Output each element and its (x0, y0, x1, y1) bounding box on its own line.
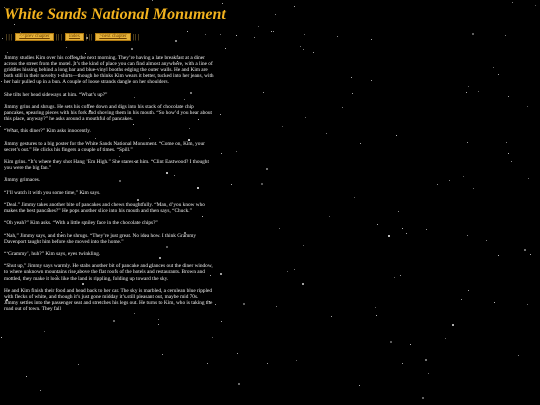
star-decoration (212, 337, 213, 338)
star-decoration (406, 233, 407, 234)
star-decoration (303, 245, 304, 246)
star-decoration (398, 211, 399, 212)
nav-separator: ||| (86, 33, 94, 41)
nav-separator: ||| (55, 33, 63, 41)
star-decoration (422, 397, 424, 399)
star-decoration (468, 290, 469, 291)
star-decoration (279, 228, 280, 229)
star-decoration (276, 306, 277, 307)
star-decoration (400, 275, 401, 276)
star-decoration (388, 235, 390, 237)
star-decoration (243, 303, 245, 305)
star-decoration (377, 224, 378, 225)
star-decoration (267, 363, 268, 364)
star-decoration (236, 35, 237, 36)
star-decoration (287, 271, 288, 272)
story-paragraph: “What, this diner?” Kim asks innocently. (4, 128, 91, 135)
story-text (4, 55, 214, 312)
star-decoration (342, 107, 343, 108)
next-chapter-button[interactable]: >next chapter (95, 33, 130, 41)
star-decoration (26, 376, 27, 377)
star-decoration (371, 80, 372, 81)
page-title: White Sands National Monument (4, 6, 226, 23)
star-decoration (329, 216, 330, 217)
star-decoration (275, 14, 276, 15)
star-decoration (158, 324, 159, 325)
star-decoration (303, 49, 304, 50)
star-decoration (359, 385, 360, 386)
star-decoration (461, 299, 462, 300)
story-paragraph: “Nah,” Jimmy says, and then he shrugs. “They’re just great. No idea how. I think Grammy Davenport taught him before she moved into the home.” (4, 232, 197, 245)
star-decoration (524, 249, 526, 251)
story-paragraph: “I’ll watch it with you some time,” Kim says. (4, 189, 101, 196)
star-decoration (258, 26, 259, 27)
star-decoration (158, 319, 159, 320)
star-decoration (296, 360, 297, 361)
star-decoration (231, 184, 232, 185)
star-decoration (271, 31, 272, 32)
star-decoration (467, 142, 468, 143)
star-decoration (254, 37, 255, 38)
star-decoration (394, 277, 395, 278)
star-decoration (452, 324, 454, 326)
star-decoration (396, 135, 397, 136)
star-decoration (494, 302, 495, 303)
star-decoration (425, 359, 427, 361)
star-decoration (207, 363, 208, 364)
star-decoration (449, 180, 450, 181)
star-decoration (44, 331, 45, 332)
star-decoration (518, 355, 519, 356)
star-decoration (294, 269, 295, 270)
star-decoration (527, 106, 528, 107)
star-decoration (486, 240, 487, 241)
star-decoration (215, 304, 216, 305)
star-decoration (266, 168, 268, 170)
star-decoration (535, 5, 536, 6)
star-decoration (273, 31, 274, 32)
star-decoration (237, 353, 238, 354)
story-paragraph: “Shut up,” Jimmy says warmly. He stabs another bit of pancake and glances out the diner window, to where unknown mountains rise above the flat roofs of the hotels and restaurants. Brown and mottled, they make it look like the land is rippling, folding up toward the sky. (4, 263, 213, 282)
star-decoration (152, 0, 153, 1)
star-decoration (402, 363, 403, 364)
chapter-page (4, 6, 226, 318)
index-button[interactable]: index (65, 33, 84, 41)
star-decoration (493, 67, 494, 68)
star-decoration (304, 34, 305, 35)
star-decoration (437, 184, 438, 185)
story-paragraph: She tilts her head sideways at him. “What’s up?” (4, 91, 108, 98)
star-decoration (221, 153, 222, 154)
prev-chapter-button[interactable]: <<prev chapter (15, 33, 54, 41)
star-decoration (331, 316, 332, 317)
star-decoration (1, 337, 2, 338)
star-decoration (40, 390, 41, 391)
star-decoration (506, 142, 507, 143)
story-paragraph: He and Kim finish their food and head back to her car. The sky is marbled, a cerulean blue rippled with flecks of white, and though it’s just gone midday it’s still pleasant out, maybe mid 70s. Jimmy settles into the passenger seat and stretches his legs out. He turns to Kim, who is taking the road out of town. They fall (4, 287, 213, 313)
star-decoration (263, 92, 264, 93)
star-decoration (512, 2, 513, 3)
star-decoration (294, 6, 295, 7)
star-decoration (305, 117, 306, 118)
chapter-navigation (4, 33, 214, 41)
star-decoration (472, 33, 474, 35)
star-decoration (354, 197, 355, 198)
star-decoration (527, 304, 528, 305)
star-decoration (468, 86, 469, 87)
star-decoration (1, 81, 2, 82)
star-decoration (426, 229, 427, 230)
star-decoration (505, 35, 506, 36)
story-paragraph: Jimmy grimaces. (4, 177, 41, 184)
star-decoration (473, 188, 474, 189)
story-paragraph: “Oh yeah?” Kim asks. “With a little smiley face in the chocolate chips?” (4, 220, 158, 227)
star-decoration (371, 39, 372, 40)
nav-separator: ||| (6, 33, 14, 41)
star-decoration (302, 283, 304, 285)
star-decoration (282, 126, 283, 127)
star-decoration (352, 93, 353, 94)
star-decoration (390, 341, 392, 343)
star-decoration (220, 34, 221, 35)
star-decoration (236, 151, 237, 152)
star-decoration (351, 77, 352, 78)
star-decoration (466, 92, 467, 93)
star-decoration (376, 315, 377, 316)
story-paragraph: “Deal.” Jimmy takes another bite of pancakes and chews thoughtfully. “Man, d’you know who makes the best pancakes?” He pops another slice into his mouth and then says, “Chuck.” (4, 202, 205, 215)
star-decoration (375, 307, 376, 308)
star-decoration (313, 52, 314, 53)
star-decoration (222, 3, 223, 4)
story-paragraph: “‘Grammy’, huh?” Kim says, eyes twinkling. (4, 251, 101, 258)
star-decoration (511, 161, 512, 162)
star-decoration (220, 273, 222, 275)
story-paragraph: Kim grins. “It’s where they shot Hang ’Em High.” She stares at him. “Clint Eastwood? I thought you were the big fan.” (4, 159, 209, 172)
star-decoration (225, 48, 226, 49)
star-decoration (238, 383, 240, 385)
story-paragraph: Jimmy gestures to a big poster for the White Sands National Monument. “Come on, Kim, your secret’s out.” He clicks his fingers a couple of times. “Spill.” (4, 140, 205, 153)
star-decoration (498, 255, 499, 256)
star-decoration (428, 373, 429, 374)
star-decoration (498, 74, 499, 75)
star-decoration (300, 46, 301, 47)
star-decoration (0, 126, 1, 127)
star-decoration (113, 320, 115, 322)
star-decoration (162, 354, 163, 355)
star-decoration (528, 178, 529, 179)
star-decoration (508, 96, 509, 97)
star-decoration (220, 114, 221, 115)
star-decoration (410, 344, 411, 345)
star-decoration (530, 254, 531, 255)
star-decoration (467, 235, 468, 236)
star-decoration (360, 143, 361, 144)
star-decoration (78, 364, 79, 365)
star-decoration (221, 321, 222, 322)
star-decoration (402, 228, 403, 229)
star-decoration (508, 153, 509, 154)
star-decoration (478, 91, 479, 92)
story-paragraph: Jimmy grins and shrugs. He sets his coffee down and digs into his stack of chocolate chip pancakes, spearing pieces with his fork and shoving them in his mouth. “So how’d you hear about this place, anyway?” he asks around a mouthful of pancakes. (4, 103, 213, 123)
star-decoration (337, 36, 338, 37)
star-decoration (463, 176, 464, 177)
star-decoration (261, 183, 263, 185)
star-decoration (445, 338, 446, 339)
star-decoration (2, 38, 3, 39)
star-decoration (326, 133, 327, 134)
nav-separator: ||| (132, 33, 140, 41)
story-paragraph: Jimmy studies Kim over his coffee the next morning. They’re having a late breakfast at a diner across the street from the motel. It’s the kind of place you can find almost anywhere, with a line of griddles hissing behind a long bar and blue-vinyl booths edging the outer walls. He and Kim are both still in their novelty t-shirts—though he thinks Kim wears it better, tucked into her jeans, with her hair pulled up in a bun. A couple of loose strands dangle on her shoulders. (4, 55, 214, 86)
